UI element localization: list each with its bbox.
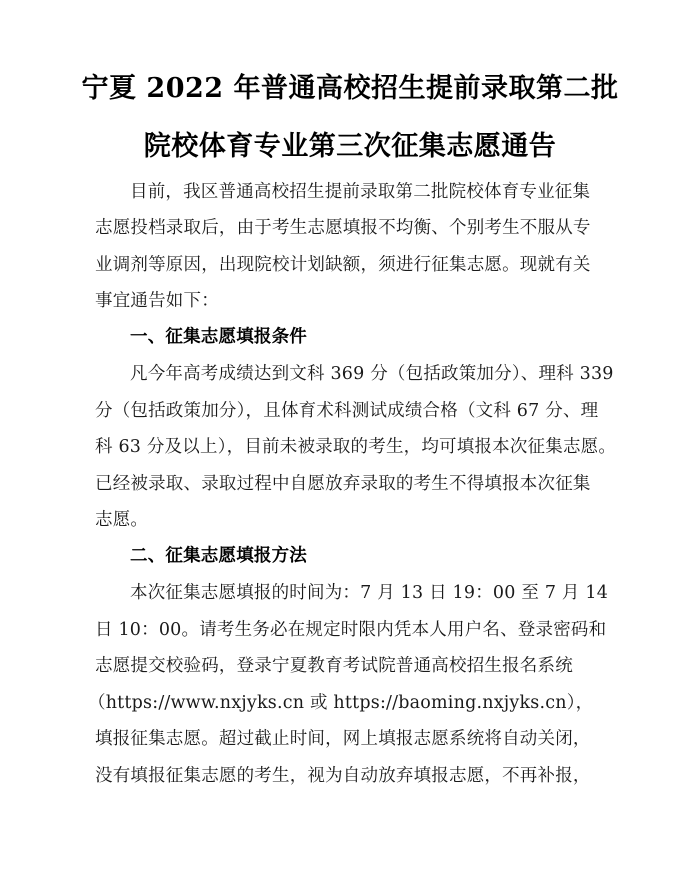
section-1-line-1: 凡今年高考成绩达到文科 369 分（包括政策加分）、理科 339 (130, 364, 614, 384)
section-2-heading: 二、征集志愿填报方法 (130, 546, 307, 566)
section-2-line-4-urls: （https://www.nxjyks.cn 或 https://baoming.nxjyks.cn）， (88, 693, 594, 713)
section-2-line-5: 填报征集志愿。超过截止时间，网上填报志愿系统将自动关闭， (95, 729, 591, 749)
intro-line-2: 志愿投档录取后，由于考生志愿填报不均衡、个别考生不服从专 (95, 218, 591, 238)
intro-line-4: 事宜通告如下： (95, 291, 219, 311)
section-2-line-2: 日 10：00。请考生务必在规定时限内凭本人用户名、登录密码和 (95, 620, 607, 640)
section-1-line-5: 志愿。 (95, 510, 149, 530)
section-1-heading: 一、征集志愿填报条件 (130, 327, 307, 347)
section-1-line-2: 分（包括政策加分），且体育术科测试成绩合格（文科 67 分、理 (95, 401, 599, 421)
section-1-line-3: 科 63 分及以上），目前未被录取的考生，均可填报本次征集志愿。 (95, 437, 617, 457)
document-title-line-2: 院校体育专业第三次征集志愿通告 (143, 131, 557, 162)
document-title-line-1: 宁夏 2022 年普通高校招生提前录取第二批 (81, 73, 619, 104)
intro-line-3: 业调剂等原因，出现院校计划缺额，须进行征集志愿。现就有关 (95, 255, 591, 275)
intro-line-1: 目前，我区普通高校招生提前录取第二批院校体育专业征集 (130, 182, 591, 202)
section-2-line-1: 本次征集志愿填报的时间为：7 月 13 日 19：00 至 7 月 14 (130, 583, 609, 603)
section-2-line-3: 志愿提交校验码，登录宁夏教育考试院普通高校招生报名系统 (95, 656, 573, 676)
section-1-line-4: 已经被录取、录取过程中自愿放弃录取的考生不得填报本次征集 (95, 474, 591, 494)
section-2-line-6: 没有填报征集志愿的考生，视为自动放弃填报志愿，不再补报， (95, 766, 591, 786)
